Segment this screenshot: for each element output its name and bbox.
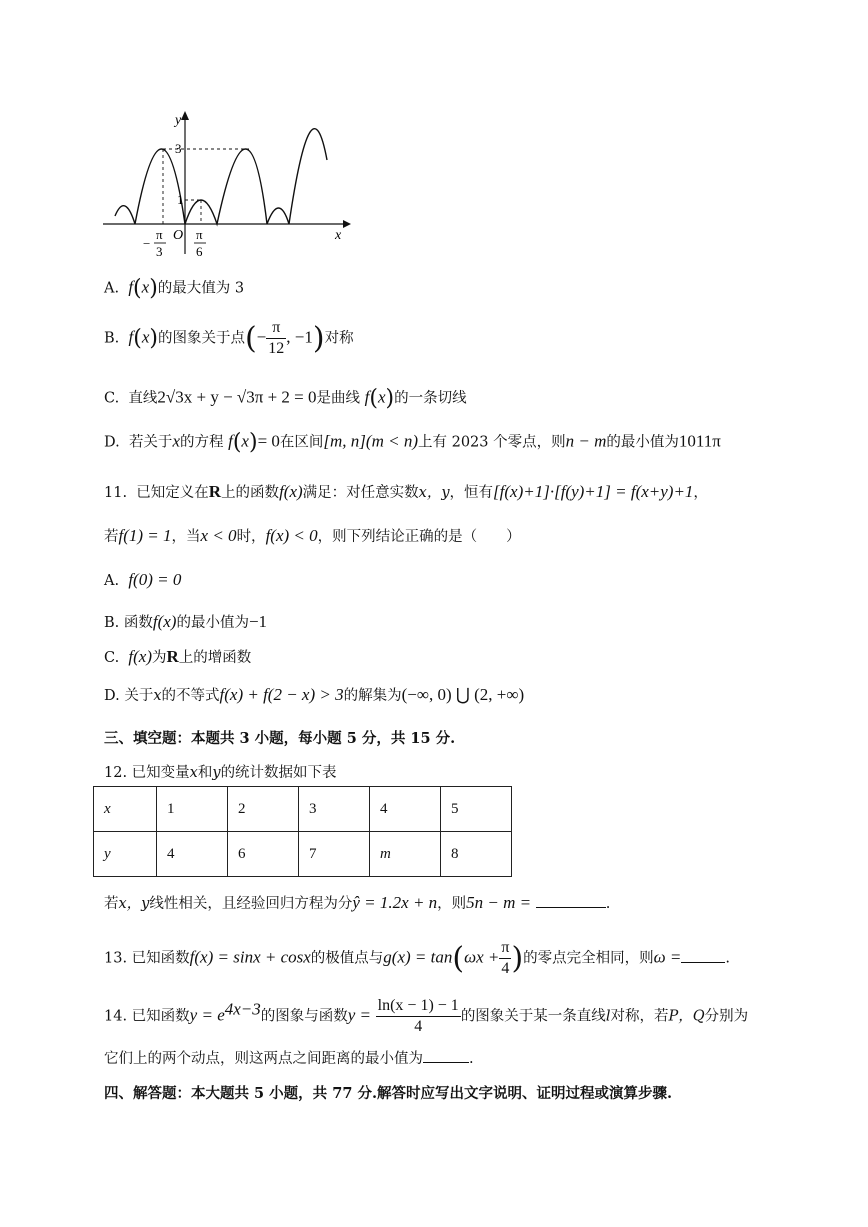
table-cell: m bbox=[370, 832, 441, 877]
x-axis-arrow bbox=[343, 220, 351, 228]
q14-stem-line2: 它们上的两个动点，则这两点之间距离的最小值为 . bbox=[104, 1047, 474, 1068]
q10-b-fraction: $\frac{\pi}{12}$ bbox=[268, 319, 285, 357]
q14-log-fraction: $\frac{\ln(x - 1) - 1}{4}$ bbox=[377, 997, 459, 1035]
tick-pi6-den: 6 bbox=[196, 244, 203, 259]
tick-y-1: 1 bbox=[177, 192, 184, 207]
q10-option-a: A. f(x)的最大值为 3 bbox=[104, 276, 245, 301]
table-row-y bbox=[94, 832, 512, 877]
table-row-x bbox=[94, 787, 512, 832]
function-curve bbox=[115, 129, 327, 224]
q11-option-c: C. f(x)为R上的增函数 bbox=[104, 647, 252, 666]
q11-option-b: B. 函数f(x)的最小值为−1 bbox=[104, 612, 268, 631]
q10-c-line-equation: 2√3x + y − √3π + 2 = 0 bbox=[157, 387, 317, 407]
section-four-heading: 四、解答题：本大题共 5 小题，共 77 分.解答时应写出文字说明、证明过程或演算步骤. bbox=[104, 1085, 673, 1102]
table-cell: 1 bbox=[157, 787, 228, 832]
q13-stem: 13. 已知函数f(x) = sinx + cosx的极值点与g(x) = tan(ωx + $\frac{\pi}{4}$ )的零点完全相同，则ω = . bbox=[104, 939, 730, 977]
q14-answer-blank[interactable] bbox=[423, 1048, 469, 1063]
tick-neg-pi3-den: 3 bbox=[156, 244, 163, 259]
table-cell: 4 bbox=[157, 832, 228, 877]
q10-option-c: C. 直线2√3x + y − √3π + 2 = 0是曲线 f(x)的一条切线 bbox=[104, 386, 467, 411]
table-cell: x bbox=[94, 787, 157, 832]
q12-answer-blank[interactable] bbox=[536, 893, 606, 908]
q14-stem-line1: 14. 已知函数$y = e^{4x-3}$的图象与函数y = $\frac{\ln(x - 1) - 1}{4}$ 的图象关于某一条直线l对称，若P，Q分别为 bbox=[104, 997, 749, 1035]
q10-option-b: B. f(x)的图象关于点(− $\frac{\pi}{12}$ , −1)对称 bbox=[104, 319, 354, 357]
table-cell: 4 bbox=[370, 787, 441, 832]
x-axis-label: x bbox=[335, 228, 342, 243]
tick-neg-pi3-num: π bbox=[156, 227, 163, 242]
tick-y-3: 3 bbox=[175, 141, 182, 156]
y-axis-arrow bbox=[181, 111, 189, 120]
q10-option-d: D. 若关于x的方程 f(x)= 0在区间[m, n](m < n)上有 2023 个零点，则n − m的最小值为1011π bbox=[104, 430, 721, 455]
table-cell: 6 bbox=[228, 832, 299, 877]
q13-answer-blank[interactable] bbox=[681, 948, 725, 963]
section-three-heading: 三、填空题：本题共 3 小题，每小题 5 分，共 15 分. bbox=[104, 730, 456, 747]
q12-stem: 12. 已知变量x和y的统计数据如下表 bbox=[104, 765, 337, 781]
table-cell: 3 bbox=[299, 787, 370, 832]
q12-question: 若x，y线性相关，且经验回归方程为分ŷ = 1.2x + n，则5n − m = . bbox=[104, 893, 611, 912]
q11-option-d: D. 关于x的不等式f(x) + f(2 − x) > 3的解集为(−∞, 0) ⋃ (2, +∞) bbox=[104, 685, 525, 704]
function-graph bbox=[95, 108, 355, 260]
q11-functional-equation: [f(x)+1]·[f(y)+1] = f(x+y)+1 bbox=[493, 482, 694, 501]
origin-label: O bbox=[173, 228, 184, 243]
q12-data-table bbox=[93, 786, 512, 877]
tick-pi6-num: π bbox=[196, 227, 203, 242]
table-cell: 5 bbox=[441, 787, 512, 832]
table-cell: y bbox=[94, 832, 157, 877]
q11-stem-line2: 若f(1) = 1，当x < 0时，f(x) < 0，则下列结论正确的是（ ） bbox=[104, 526, 521, 545]
q11-option-a: A. f(0) = 0 bbox=[104, 570, 182, 589]
table-cell: 2 bbox=[228, 787, 299, 832]
q13-pi-over-4: $\frac{\pi}{4}$ bbox=[501, 939, 510, 977]
table-cell: 7 bbox=[299, 832, 370, 877]
q11-stem-line1: 11. 已知定义在R上的函数f(x)满足：对任意实数x，y，恒有[f(x)+1]·[f(y)+1] = f(x+y)+1， bbox=[104, 482, 708, 501]
table-cell: 8 bbox=[441, 832, 512, 877]
tick-neg-sign: − bbox=[143, 236, 151, 251]
y-axis-label: y bbox=[175, 113, 182, 128]
